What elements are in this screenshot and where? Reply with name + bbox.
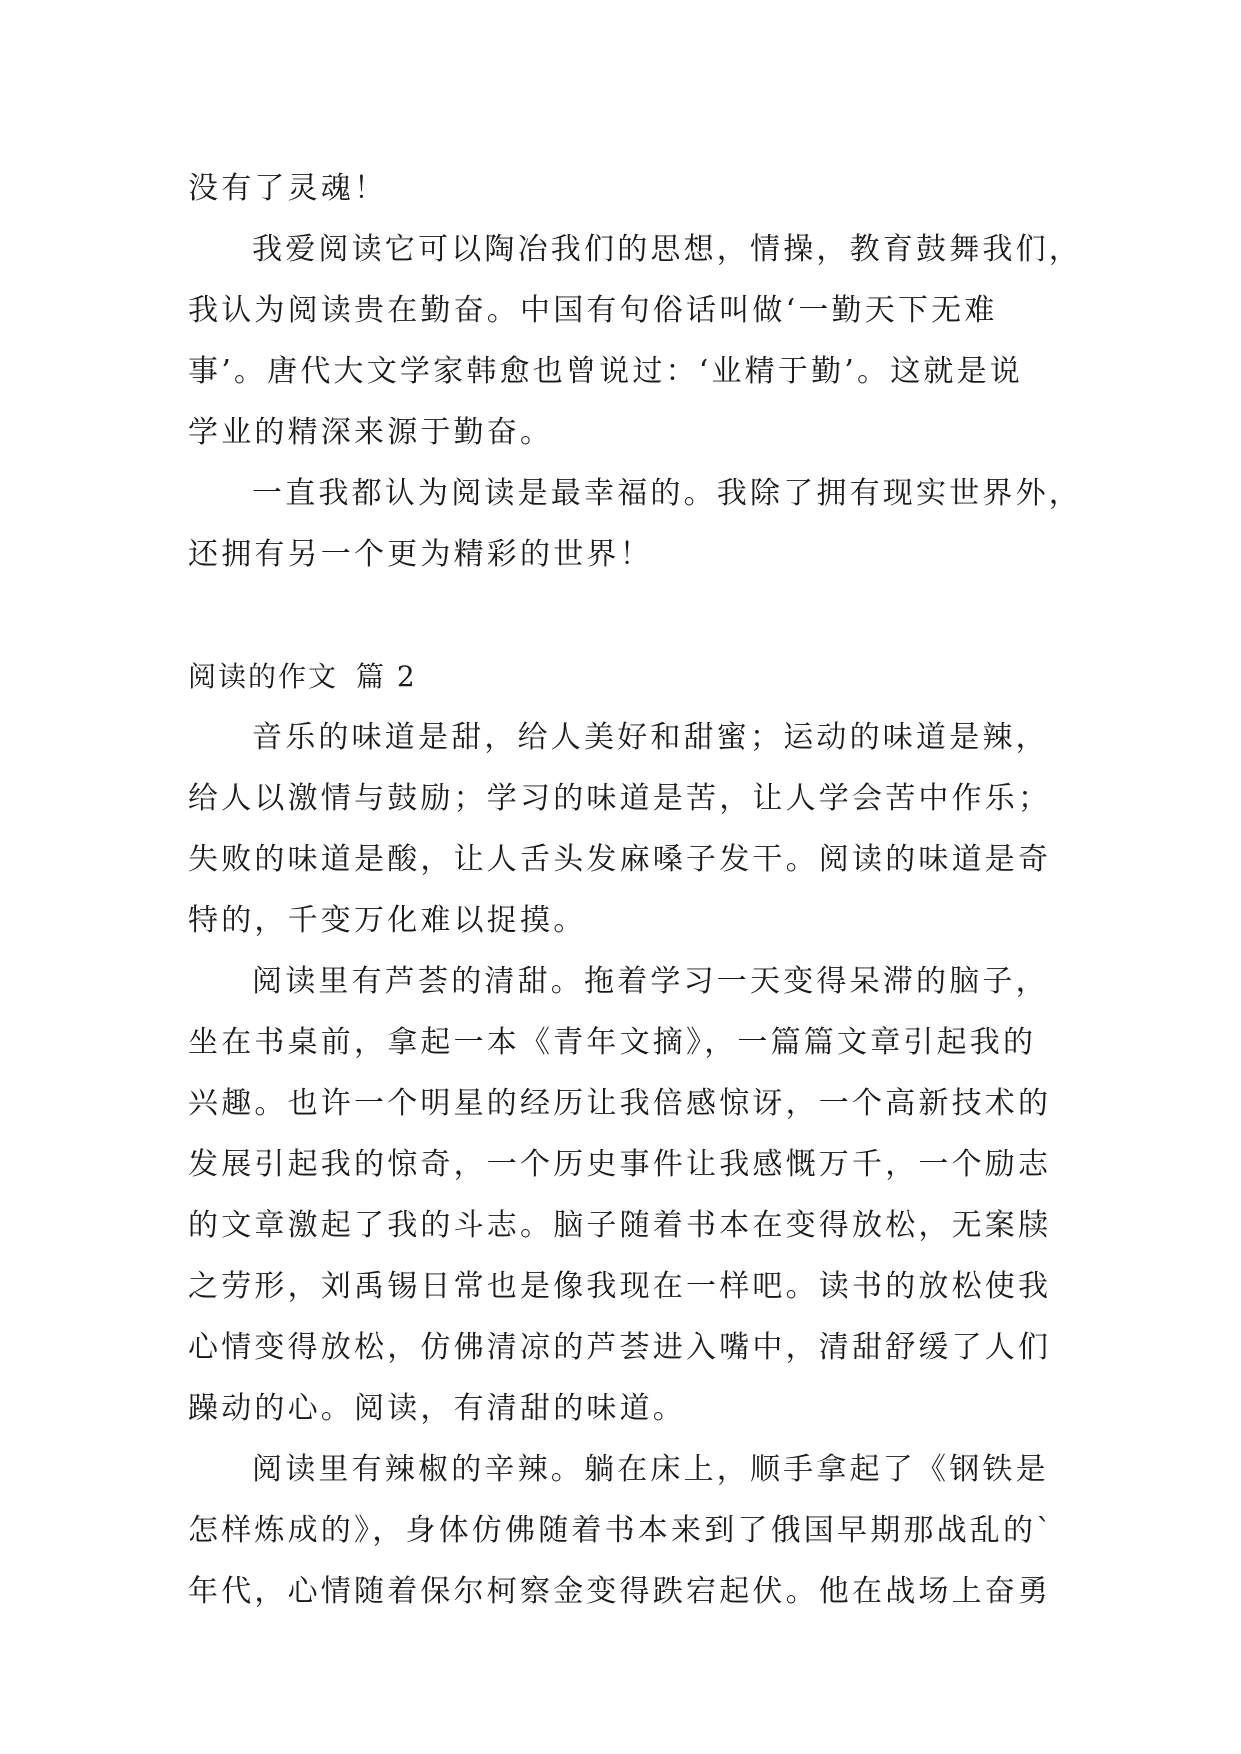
text-line: 年代，心情随着保尔柯察金变得跌宕起伏。他在战场上奋勇 [188, 1574, 1052, 1609]
text-line: 给人以激情与鼓励；学习的味道是苦，让人学会苦中作乐； [188, 781, 1052, 816]
text-line: 的文章激起了我的斗志。脑子随着书本在变得放松，无案牍 [188, 1208, 1052, 1243]
text-line: 坐在书桌前，拿起一本《青年文摘》，一篇篇文章引起我的 [188, 1025, 1037, 1060]
section-number: 篇 2 [356, 660, 417, 693]
text-line: 心情变得放松，仿佛清凉的芦荟进入嘴中，清甜舒缓了人们 [188, 1330, 1052, 1365]
text-line: 怎样炼成的》，身体仿佛随着书本来到了俄国早期那战乱的` [188, 1513, 1055, 1548]
text-line: 之劳形，刘禹锡日常也是像我现在一样吧。读书的放松使我 [188, 1269, 1052, 1304]
paragraph-chili-spiciness [188, 1439, 1058, 1622]
paragraph-happiest [188, 463, 1082, 585]
text-line: 阅读里有芦荟的清甜。拖着学习一天变得呆滞的脑子， [252, 964, 1049, 999]
text-line: 我爱阅读它可以陶冶我们的思想，情操，教育鼓舞我们， [252, 232, 1082, 267]
text-line: 特的，千变万化难以捉摸。 [188, 903, 587, 938]
section-title: 阅读的作文 [188, 660, 339, 693]
text-line: 我认为阅读贵在勤奋。中国有句俗话叫做‘一勤天下无难 [188, 293, 998, 328]
paragraph-taste-of-reading [188, 707, 1058, 951]
text-line: 音乐的味道是甜，给人美好和甜蜜；运动的味道是辣， [252, 720, 1049, 755]
text-line: 发展引起我的惊奇，一个历史事件让我感慨万千，一个励志 [188, 1147, 1052, 1182]
text-line: 事’。唐代大文学家韩愈也曾说过：‘业精于勤’。这就是说 [188, 354, 1024, 389]
text-line: 还拥有另一个更为精彩的世界！ [188, 537, 653, 572]
opening-line: 没有了灵魂！ [188, 171, 388, 206]
text-line: 失败的味道是酸，让人舌头发麻嗓子发干。阅读的味道是奇 [188, 842, 1052, 877]
text-line: 学业的精深来源于勤奋。 [188, 415, 554, 450]
text-line: 兴趣。也许一个明星的经历让我倍感惊讶，一个高新技术的 [188, 1086, 1052, 1121]
text-line: 阅读里有辣椒的辛辣。躺在床上，顺手拿起了《钢铁是 [252, 1452, 1049, 1487]
paragraph-love-reading [188, 219, 1082, 463]
text-line: 躁动的心。阅读，有清甜的味道。 [188, 1391, 686, 1426]
text-line: 一直我都认为阅读是最幸福的。我除了拥有现实世界外， [252, 476, 1082, 511]
document-body [188, 158, 1082, 1622]
section-heading [188, 646, 1058, 707]
paragraph-aloe-sweetness [188, 951, 1058, 1439]
